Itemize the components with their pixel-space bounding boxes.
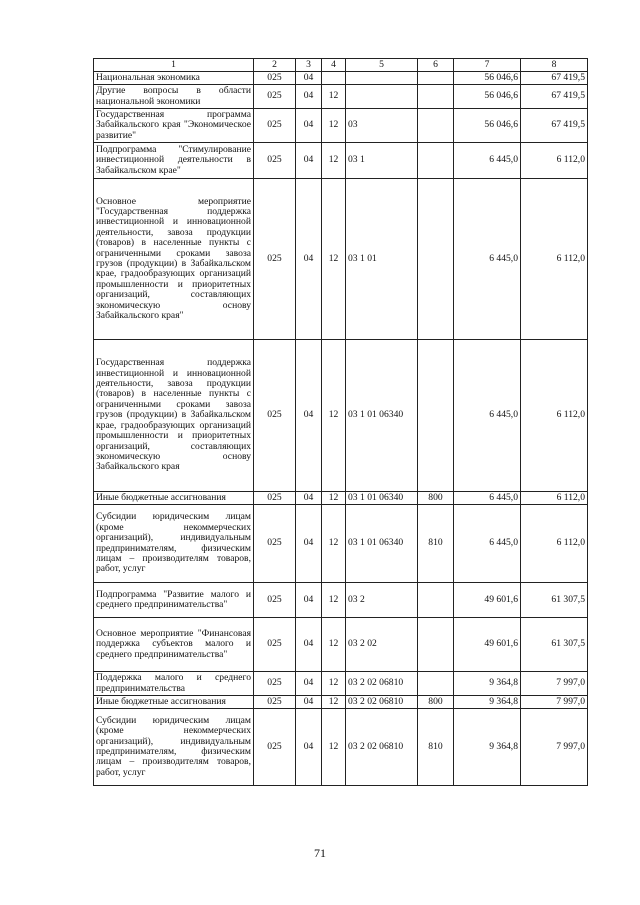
amount-year-1: 56 046,6 — [454, 72, 521, 85]
amount-year-1: 49 601,6 — [454, 583, 521, 618]
column-header: 2 — [254, 59, 296, 72]
table-row — [94, 143, 588, 179]
target-article-code: 03 — [346, 109, 418, 143]
column-header: 6 — [418, 59, 454, 72]
admin-code: 025 — [254, 179, 296, 340]
section-code: 04 — [296, 72, 322, 85]
target-article-code: 03 2 02 06810 — [346, 696, 418, 709]
section-code: 04 — [296, 672, 322, 696]
expense-type-code — [418, 618, 454, 672]
admin-code: 025 — [254, 709, 296, 786]
row-name: Субсидии юридическим лицам (кроме некоммерческих организаций), индивидуальным предпринимателям, физическим лицам – производителям товаров, работ, услуг — [94, 709, 254, 786]
subsection-code: 12 — [322, 709, 346, 786]
expense-type-code — [418, 340, 454, 492]
section-code: 04 — [296, 85, 322, 109]
page-number: 71 — [314, 846, 326, 860]
target-article-code: 03 1 — [346, 143, 418, 179]
admin-code: 025 — [254, 696, 296, 709]
target-article-code: 03 2 02 06810 — [346, 672, 418, 696]
row-name: Другие вопросы в области национальной экономики — [94, 85, 254, 109]
amount-year-2: 7 997,0 — [521, 672, 588, 696]
budget-table — [93, 58, 588, 786]
table-row — [94, 672, 588, 696]
target-article-code: 03 2 02 — [346, 618, 418, 672]
row-name: Государственная программа Забайкальского края "Экономическое развитие" — [94, 109, 254, 143]
header-row — [94, 59, 588, 72]
row-name: Иные бюджетные ассигнования — [94, 696, 254, 709]
amount-year-2: 6 112,0 — [521, 505, 588, 583]
section-code: 04 — [296, 143, 322, 179]
table-row — [94, 85, 588, 109]
table-row — [94, 109, 588, 143]
column-header: 7 — [454, 59, 521, 72]
amount-year-1: 9 364,8 — [454, 709, 521, 786]
row-name: Подпрограмма "Развитие малого и среднего предпринимательства" — [94, 583, 254, 618]
amount-year-2: 6 112,0 — [521, 143, 588, 179]
amount-year-1: 49 601,6 — [454, 618, 521, 672]
section-code: 04 — [296, 709, 322, 786]
row-name: Подпрограмма "Стимулирование инвестиционной деятельности в Забайкальском крае" — [94, 143, 254, 179]
row-name: Субсидии юридическим лицам (кроме некоммерческих организаций), индивидуальным предпринимателям, физическим лицам – производителям товаров, работ, услуг — [94, 505, 254, 583]
section-code: 04 — [296, 583, 322, 618]
table-row — [94, 179, 588, 340]
expense-type-code — [418, 72, 454, 85]
amount-year-1: 56 046,6 — [454, 109, 521, 143]
amount-year-2: 6 112,0 — [521, 179, 588, 340]
subsection-code: 12 — [322, 85, 346, 109]
row-name: Государственная поддержка инвестиционной и инновационной деятельности, завоза продукции (товаров) в населенные пункты с ограниченными сроками завоза грузов (продукции) в Забайкальском крае, градообразующих организаций промышленности и приоритетных организаций, составляющих экономическую основу Забайкальского края — [94, 340, 254, 492]
column-header: 3 — [296, 59, 322, 72]
table-row — [94, 696, 588, 709]
subsection-code: 12 — [322, 340, 346, 492]
subsection-code: 12 — [322, 179, 346, 340]
admin-code: 025 — [254, 340, 296, 492]
expense-type-code — [418, 143, 454, 179]
subsection-code: 12 — [322, 672, 346, 696]
expense-type-code: 800 — [418, 492, 454, 505]
target-article-code — [346, 72, 418, 85]
amount-year-2: 61 307,5 — [521, 583, 588, 618]
admin-code: 025 — [254, 72, 296, 85]
subsection-code: 12 — [322, 505, 346, 583]
column-header: 1 — [94, 59, 254, 72]
amount-year-1: 6 445,0 — [454, 505, 521, 583]
table-row — [94, 583, 588, 618]
table-row — [94, 340, 588, 492]
expense-type-code — [418, 109, 454, 143]
target-article-code: 03 1 01 06340 — [346, 492, 418, 505]
admin-code: 025 — [254, 583, 296, 618]
row-name: Поддержка малого и среднего предпринимательства — [94, 672, 254, 696]
table-row — [94, 492, 588, 505]
amount-year-2: 67 419,5 — [521, 72, 588, 85]
subsection-code: 12 — [322, 583, 346, 618]
target-article-code: 03 2 — [346, 583, 418, 618]
section-code: 04 — [296, 179, 322, 340]
amount-year-1: 6 445,0 — [454, 492, 521, 505]
section-code: 04 — [296, 505, 322, 583]
subsection-code: 12 — [322, 696, 346, 709]
table-row — [94, 72, 588, 85]
subsection-code: 12 — [322, 492, 346, 505]
subsection-code: 12 — [322, 109, 346, 143]
amount-year-2: 7 997,0 — [521, 696, 588, 709]
section-code: 04 — [296, 492, 322, 505]
target-article-code — [346, 85, 418, 109]
target-article-code: 03 1 01 06340 — [346, 340, 418, 492]
amount-year-1: 6 445,0 — [454, 179, 521, 340]
subsection-code: 12 — [322, 618, 346, 672]
expense-type-code: 810 — [418, 505, 454, 583]
subsection-code: 12 — [322, 143, 346, 179]
amount-year-2: 67 419,5 — [521, 109, 588, 143]
table-row — [94, 709, 588, 786]
admin-code: 025 — [254, 618, 296, 672]
amount-year-2: 61 307,5 — [521, 618, 588, 672]
row-name: Основное мероприятие "Государственная поддержка инвестиционной и инновационной деятельности, завоза продукции (товаров) в населенные пункты с ограниченными сроками завоза грузов (продукции) в Забайкальском крае, градообразующих организаций промышленности и приоритетных организаций, составляющих экономическую основу Забайкальского края" — [94, 179, 254, 340]
admin-code: 025 — [254, 109, 296, 143]
column-header: 8 — [521, 59, 588, 72]
row-name: Основное мероприятие "Финансовая поддержка субъектов малого и среднего предпринимательства" — [94, 618, 254, 672]
amount-year-1: 6 445,0 — [454, 143, 521, 179]
expense-type-code: 800 — [418, 696, 454, 709]
section-code: 04 — [296, 340, 322, 492]
subsection-code — [322, 72, 346, 85]
admin-code: 025 — [254, 85, 296, 109]
amount-year-1: 9 364,8 — [454, 696, 521, 709]
amount-year-2: 6 112,0 — [521, 492, 588, 505]
amount-year-2: 7 997,0 — [521, 709, 588, 786]
admin-code: 025 — [254, 505, 296, 583]
row-name: Иные бюджетные ассигнования — [94, 492, 254, 505]
admin-code: 025 — [254, 672, 296, 696]
section-code: 04 — [296, 109, 322, 143]
table-row — [94, 618, 588, 672]
expense-type-code: 810 — [418, 709, 454, 786]
admin-code: 025 — [254, 143, 296, 179]
amount-year-1: 6 445,0 — [454, 340, 521, 492]
target-article-code: 03 1 01 — [346, 179, 418, 340]
expense-type-code — [418, 583, 454, 618]
amount-year-2: 6 112,0 — [521, 340, 588, 492]
target-article-code: 03 2 02 06810 — [346, 709, 418, 786]
expense-type-code — [418, 672, 454, 696]
section-code: 04 — [296, 618, 322, 672]
column-header: 5 — [346, 59, 418, 72]
table-row — [94, 505, 588, 583]
column-header: 4 — [322, 59, 346, 72]
amount-year-1: 56 046,6 — [454, 85, 521, 109]
amount-year-2: 67 419,5 — [521, 85, 588, 109]
amount-year-1: 9 364,8 — [454, 672, 521, 696]
admin-code: 025 — [254, 492, 296, 505]
expense-type-code — [418, 85, 454, 109]
row-name: Национальная экономика — [94, 72, 254, 85]
section-code: 04 — [296, 696, 322, 709]
target-article-code: 03 1 01 06340 — [346, 505, 418, 583]
expense-type-code — [418, 179, 454, 340]
